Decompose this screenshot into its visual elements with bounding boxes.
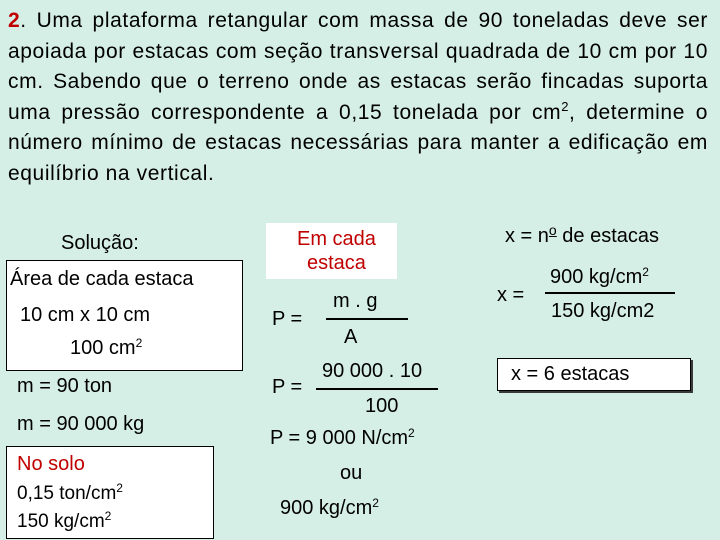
mass-kg: m = 90 000 kg <box>17 413 145 435</box>
formula-fraction-bar <box>326 318 408 320</box>
formula-p-label: P = <box>272 308 303 330</box>
solution-title: Solução: <box>61 232 139 254</box>
calc-numerator: 90 000 . 10 <box>322 360 423 382</box>
x-fraction-denominator: 150 kg/cm2 <box>551 300 655 322</box>
result-alt: 900 $kg/cm^2$ <box>280 496 379 519</box>
or-text: ou <box>340 462 363 484</box>
answer-text: x = 6 estacas <box>511 363 630 385</box>
mass-ton: m = 90 ton <box>17 375 113 397</box>
middle-title-line1: Em cada <box>297 228 376 250</box>
area-box-value: 100 $cm^2$ <box>70 336 143 359</box>
formula-numerator: m . g <box>333 290 378 312</box>
soil-box-title: No solo <box>17 453 85 475</box>
problem-statement <box>8 6 708 189</box>
problem-exponent: 2 <box>561 98 570 114</box>
problem-number: 2 <box>8 9 21 32</box>
calc-fraction-bar <box>316 388 438 390</box>
x-fraction-numerator: 900 $kg/cm^2$ <box>550 265 649 288</box>
calc-denominator: 100 <box>365 395 399 417</box>
soil-box-line2: 150 $kg/cm^2$ <box>17 509 112 532</box>
x-fraction-bar <box>545 292 675 294</box>
area-box-title: Área de cada estaca <box>10 268 194 290</box>
result-line: P = 9 000 $N/cm^2$ <box>270 426 415 449</box>
def-line: $x = n^o$ de estacas <box>505 222 660 247</box>
problem-text-part1: . Uma plataforma retangular com massa de 90 toneladas deve ser apoiada por estacas com seção transversal quadrada de 10 cm por 10 cm. Sabendo que o terreno onde as estacas serão fincadas suporta uma pressão correspondente a 0,15 tonelada por cm <box>8 9 708 124</box>
x-label: x = <box>497 284 525 306</box>
soil-box-line1: 0,15 ton/$cm^2$ <box>17 481 123 504</box>
formula-denominator: A <box>344 326 358 348</box>
calc-p-label: P = <box>272 376 303 398</box>
middle-title-line2: estaca <box>307 252 366 274</box>
area-box-dims: 10 cm x 10 cm <box>20 304 151 326</box>
problem-text-part2: , determine o número mínimo de estacas necessárias para manter a edificação em equilíbrio na vertical. <box>8 100 708 185</box>
